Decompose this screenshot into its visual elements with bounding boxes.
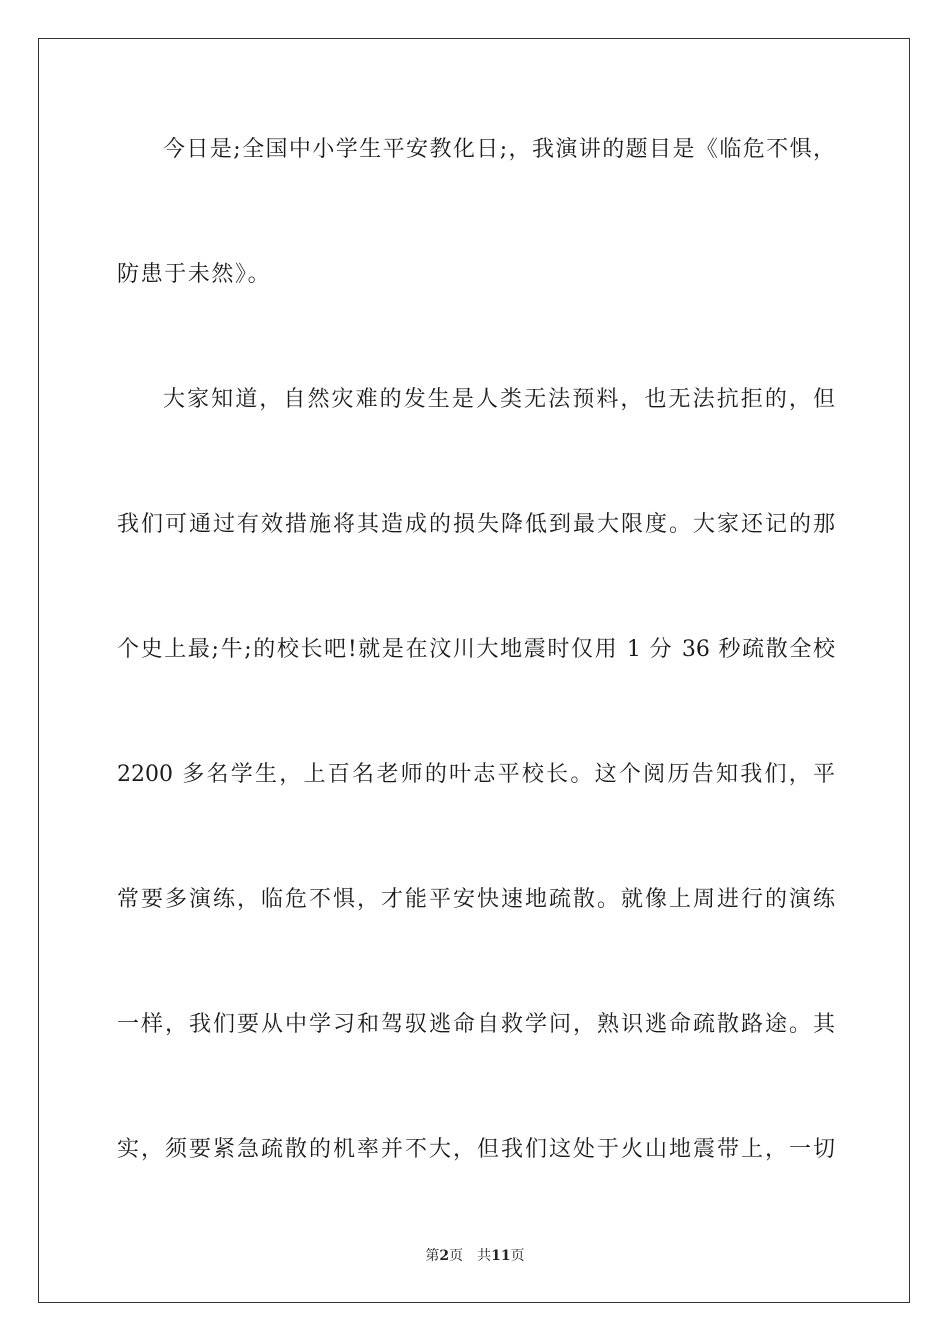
text-line: 我们可通过有效措施将其造成的损失降低到最大限度。大家还记的那 bbox=[117, 512, 835, 537]
total-pages: 11 bbox=[491, 1248, 511, 1264]
text-line: 今日是;全国中小学生平安教化日;，我演讲的题目是《临危不惧， bbox=[163, 137, 835, 162]
text-line: 常要多演练，临危不惧，才能平安快速地疏散。就像上周进行的演练 bbox=[117, 887, 835, 912]
page-number: 2 bbox=[439, 1248, 450, 1264]
text-line: 大家知道，自然灾难的发生是人类无法预料，也无法抗拒的，但 bbox=[163, 387, 835, 412]
text-line: 实，须要紧急疏散的机率并不大，但我们这处于火山地震带上，一切 bbox=[117, 1137, 835, 1162]
text-line: 一样，我们要从中学习和驾驭逃命自救学问，熟识逃命疏散路途。其 bbox=[117, 1012, 835, 1037]
text-line: 防患于未然》。 bbox=[117, 262, 272, 287]
text-line: 个史上最;牛;的校长吧!就是在汶川大地震时仅用 1 分 36 秒疏散全校 bbox=[117, 637, 835, 662]
total-prefix: 共 bbox=[477, 1248, 492, 1264]
total-suffix: 页 bbox=[510, 1248, 525, 1264]
page-border bbox=[38, 38, 910, 1303]
page-footer bbox=[0, 1246, 950, 1266]
text-line: 2200 多名学生，上百名老师的叶志平校长。这个阅历告知我们，平 bbox=[117, 762, 835, 787]
page-prefix: 第 bbox=[425, 1248, 440, 1264]
page-suffix: 页 bbox=[449, 1248, 464, 1264]
